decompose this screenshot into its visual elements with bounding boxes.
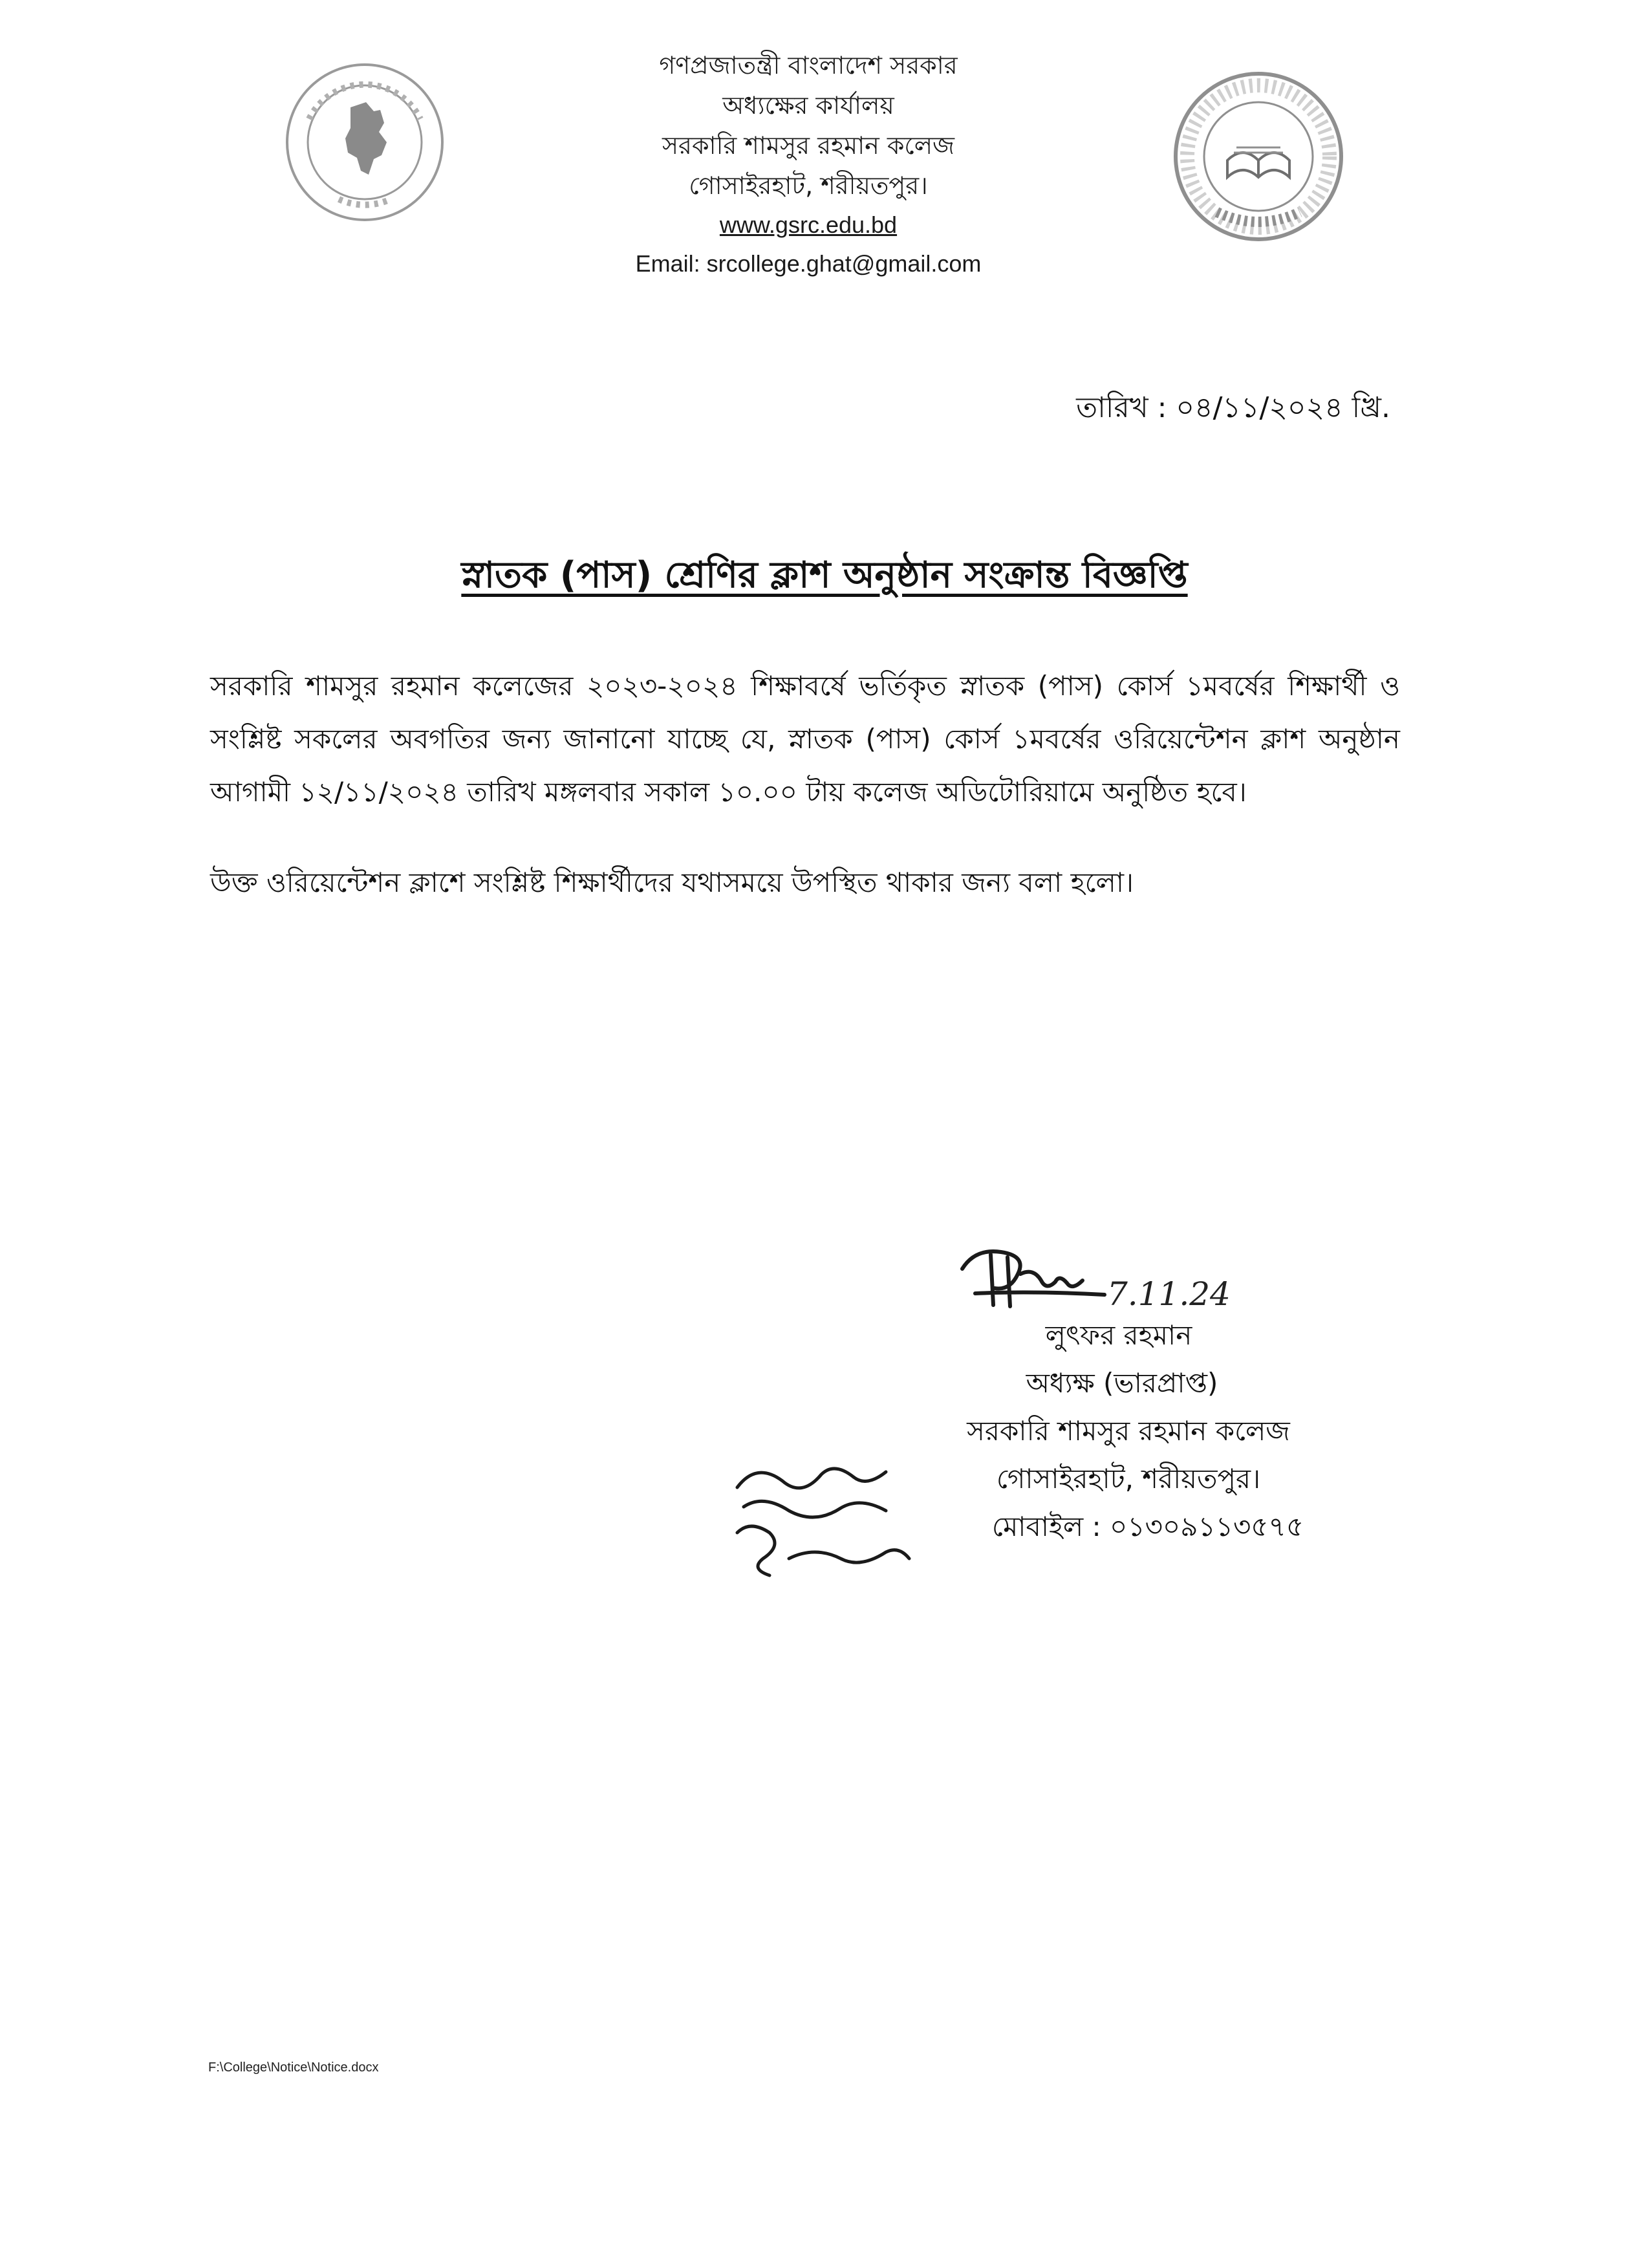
government-seal-icon xyxy=(283,61,446,224)
government-name: গণপ্রজাতন্ত্রী বাংলাদেশ সরকার xyxy=(659,51,958,80)
file-path: F:\College\Notice\Notice.docx xyxy=(208,2060,379,2075)
signatory-mobile: মোবাইল : ০১৩০৯১১৩৫৭৫ xyxy=(991,1511,1304,1542)
signatory-name: লুৎফর রহমান xyxy=(1045,1319,1192,1351)
letterhead xyxy=(453,45,1164,283)
signatory-details xyxy=(860,1312,1397,1551)
handwritten-date: 7.11.24 xyxy=(1107,1275,1231,1313)
signatory-designation: অধ্যক্ষ (ভারপ্রাপ্ত) xyxy=(1026,1367,1218,1399)
website-link[interactable]: www.gsrc.edu.bd xyxy=(719,211,898,238)
notice-title-text: স্নাতক (পাস) শ্রেণির ক্লাশ অনুষ্ঠান সংক্রান্ত বিজ্ঞপ্তি xyxy=(461,554,1188,596)
notice-title xyxy=(0,548,1649,603)
college-seal-icon xyxy=(1172,70,1345,243)
notice-date: তারিখ : ০৪/১১/২০২৪ খ্রি. xyxy=(1076,391,1390,424)
notice-paragraph-2: উক্ত ওরিয়েন্টেশন ক্লাশে সংশ্লিষ্ট শিক্ষার্থীদের যথাসময়ে উপস্থিত থাকার জন্য বলা হলো। xyxy=(210,867,1134,898)
initial-signature-icon xyxy=(724,1449,918,1597)
email-address: Email: srcollege.ghat@gmail.com xyxy=(635,250,982,277)
signature-block xyxy=(860,1229,1397,1591)
college-name: সরকারি শামসুর রহমান কলেজ xyxy=(662,131,955,160)
office-name: অধ্যক্ষের কার্যালয় xyxy=(722,91,894,120)
college-address: গোসাইরহাট, শরীয়তপুর। xyxy=(689,171,928,200)
notice-body xyxy=(210,660,1400,909)
signatory-institution: সরকারি শামসুর রহমান কলেজ xyxy=(967,1415,1290,1447)
signatory-address: গোসাইরহাট, শরীয়তপুর। xyxy=(996,1463,1261,1495)
notice-paragraph-1: সরকারি শামসুর রহমান কলেজের ২০২৩-২০২৪ শিক্ষাবর্ষে ভর্তিকৃত স্নাতক (পাস) কোর্স ১মবর্ষের শিক্ষার্থী ও সংশ্লিষ্ট সকলের অবগতির জন্য জানানো যাচ্ছে যে, স্নাতক (পাস) কোর্স ১মবর্ষের ওরিয়েন্টেশন ক্লাশ অনুষ্ঠান আগামী ১২/১১/২০২৪ তারিখ মঙ্গলবার সকাল ১০.০০ টায় কলেজ অডিটোরিয়ামে অনুষ্ঠিত হবে। xyxy=(210,670,1400,808)
